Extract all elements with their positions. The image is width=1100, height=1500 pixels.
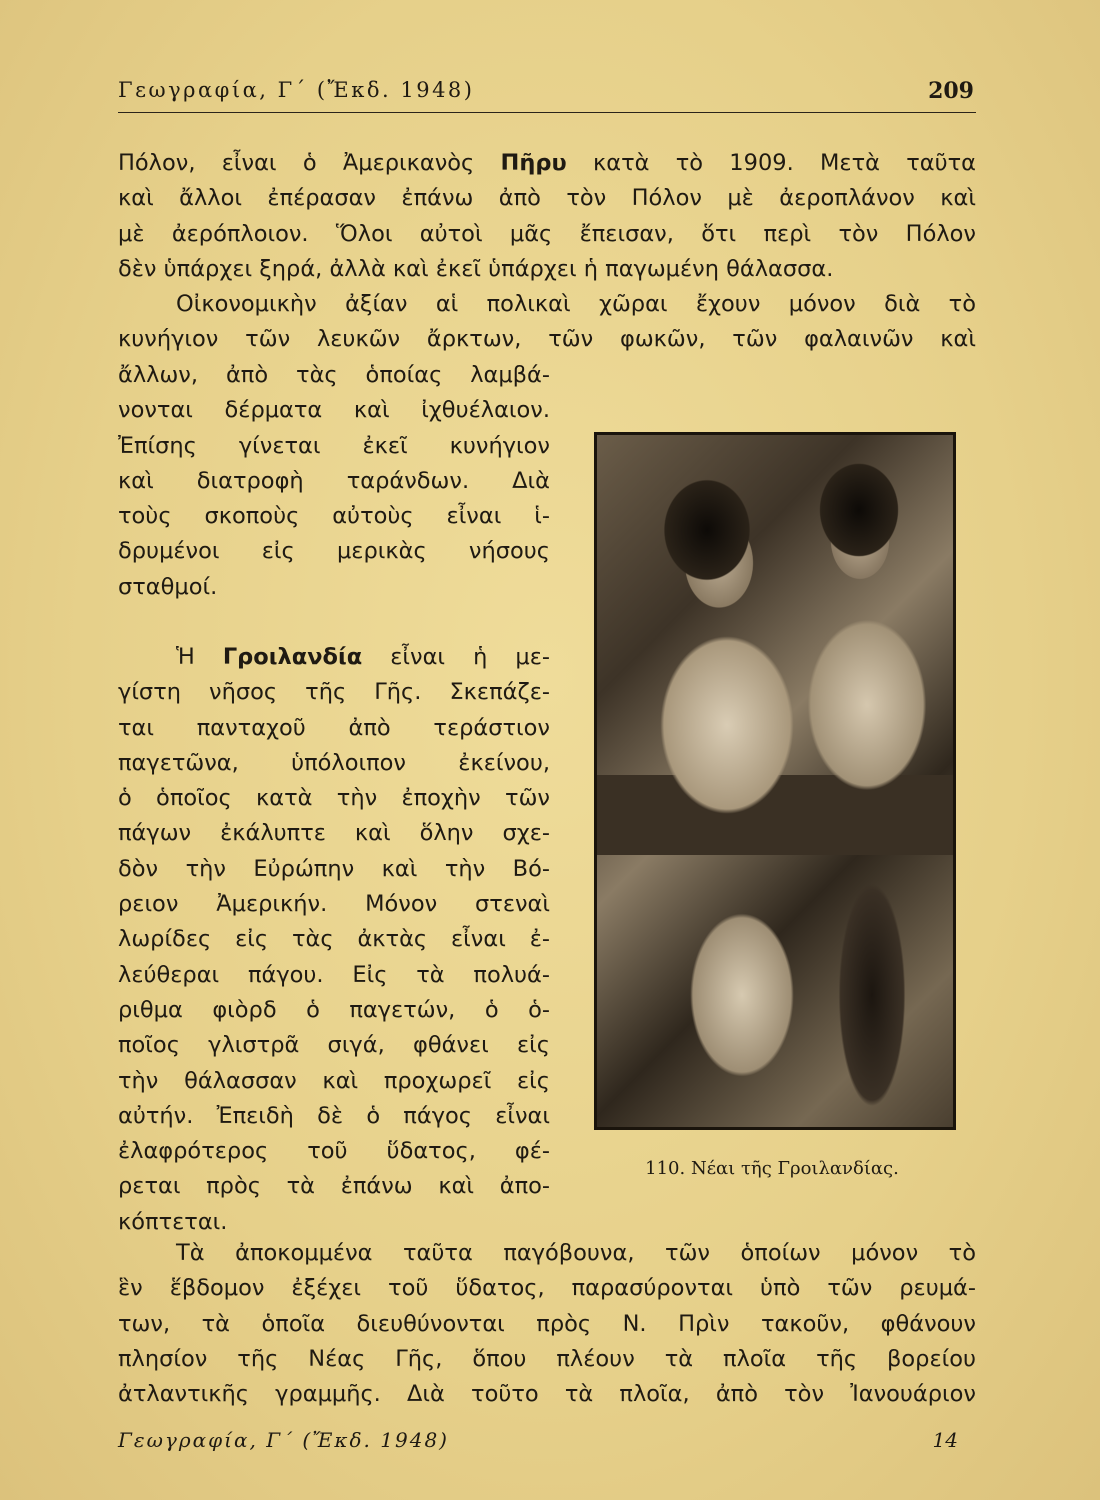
paragraph-greenland bbox=[118, 640, 550, 1240]
text-line: πλησίον τῆς Νέας Γῆς, ὅπου πλέουν τὰ πλοῖα τῆς βορείου bbox=[118, 1345, 976, 1372]
text-line: δρυμένοι εἰς μερικὰς νήσους bbox=[118, 538, 550, 565]
text-line: Πόλον, εἶναι ὁ Ἀμερικανὸς Πῆρυ κατὰ τὸ 1909. Μετὰ ταῦτα bbox=[118, 150, 977, 176]
text-line: πάγων ἐκάλυπτε καὶ ὅλην σχε- bbox=[118, 820, 550, 847]
text-line: κόπτεται. bbox=[118, 1208, 228, 1235]
bold-name-peary: Πῆρυ bbox=[500, 150, 567, 176]
text-line: λεύθεραι πάγου. Εἰς τὰ πολυά- bbox=[118, 961, 550, 988]
text-line: Ἡ Γροιλανδία εἶναι ἡ με- bbox=[176, 644, 550, 670]
bold-term-greenland: Γροιλανδία bbox=[222, 644, 363, 670]
page-number: 209 bbox=[928, 78, 974, 104]
text-line: ρεται πρὸς τὰ ἐπάνω καὶ ἀπο- bbox=[118, 1173, 550, 1200]
text-line: ἓν ἕβδομον ἐξέχει τοῦ ὕδατος, παρασύρονται ὑπὸ τῶν ρευμά- bbox=[118, 1275, 976, 1302]
text-line: γίστη νῆσος τῆς Γῆς. Σκεπάζε- bbox=[118, 679, 550, 706]
text-line: Ἐπίσης γίνεται ἐκεῖ κυνήγιον bbox=[118, 432, 550, 459]
text-line: νονται δέρματα καὶ ἰχθυέλαιον. bbox=[118, 397, 550, 424]
text-line: κυνήγιον τῶν λευκῶν ἄρκτων, τῶν φωκῶν, τῶν φαλαινῶν καὶ bbox=[118, 326, 976, 353]
text-line: παγετῶνα, ὑπόλοιπον ἐκείνου, bbox=[118, 749, 550, 776]
text-line: ται πανταχοῦ ἀπὸ τεράστιον bbox=[118, 714, 550, 741]
text-line: ριθμα φιὸρδ ὁ παγετών, ὁ ὁ- bbox=[118, 996, 550, 1023]
text-line: ἄλλων, ἀπὸ τὰς ὁποίας λαμβά- bbox=[118, 362, 550, 388]
text-line: καὶ διατροφὴ ταράνδων. Διὰ bbox=[118, 467, 550, 494]
paragraph-economic-value bbox=[118, 287, 976, 358]
page-footer bbox=[118, 1428, 958, 1458]
text-line: τὴν θάλασσαν καὶ προχωρεῖ εἰς bbox=[118, 1067, 550, 1094]
text-line: μὲ ἀερόπλοιον. Ὅλοι αὐτοὶ μᾶς ἔπεισαν, ὅτι περὶ τὸν Πόλον bbox=[118, 220, 976, 247]
paragraph-economic-value-column bbox=[118, 358, 550, 605]
text-line: ἀτλαντικῆς γραμμῆς. Διὰ τοῦτο τὰ πλοῖα, ἀπὸ τὸν Ἰανουάριον bbox=[118, 1381, 976, 1408]
text-line: αὐτήν. Ἐπειδὴ δὲ ὁ πάγος εἶναι bbox=[118, 1102, 550, 1129]
running-title: Γεωγραφία, Γ΄ (Ἔκδ. 1948) bbox=[118, 78, 475, 102]
text-line: δὲν ὑπάρχει ξηρά, ἀλλὰ καὶ ἐκεῖ ὑπάρχει ἡ παγωμένη θάλασσα. bbox=[118, 255, 834, 282]
text-line: Τὰ ἀποκομμένα ταῦτα παγόβουνα, τῶν ὁποίων μόνον τὸ bbox=[176, 1240, 976, 1266]
page-header bbox=[118, 78, 976, 113]
text-line: ρειον Ἀμερικήν. Μόνον στεναὶ bbox=[118, 891, 550, 918]
text-line: δὸν τὴν Εὐρώπην καὶ τὴν Βό- bbox=[118, 855, 550, 882]
sheet-number: 14 bbox=[932, 1428, 958, 1452]
text-line: ποῖος γλιστρᾶ σιγά, φθάνει εἰς bbox=[118, 1032, 550, 1059]
text-line: ἐλαφρότερος τοῦ ὕδατος, φέ- bbox=[118, 1138, 550, 1165]
text-line: καὶ ἄλλοι ἐπέρασαν ἐπάνω ἀπὸ τὸν Πόλον μὲ ἀεροπλάνον καὶ bbox=[118, 185, 976, 212]
paragraph-icebergs bbox=[118, 1236, 976, 1412]
greenland-girls-photo bbox=[594, 432, 956, 1130]
text-line: των, τὰ ὁποῖα διευθύνονται πρὸς Ν. Πρὶν τακοῦν, φθάνουν bbox=[118, 1310, 976, 1337]
paragraph-polar-flights bbox=[118, 146, 976, 287]
text-line: τοὺς σκοποὺς αὐτοὺς εἶναι ἱ- bbox=[118, 503, 550, 530]
text-line: λωρίδες εἰς τὰς ἀκτὰς εἶναι ἐ- bbox=[118, 926, 550, 953]
figure-caption: 110. Νέαι τῆς Γροιλανδίας. bbox=[645, 1158, 899, 1179]
text-line: σταθμοί. bbox=[118, 573, 218, 600]
printer-signature: Γεωγραφία, Γ΄ (Ἔκδ. 1948) bbox=[118, 1428, 449, 1452]
text-line: ὁ ὁποῖος κατὰ τὴν ἐποχὴν τῶν bbox=[118, 785, 550, 812]
text-line: Οἰκονομικὴν ἀξίαν αἱ πολικαὶ χῶραι ἔχουν μόνον διὰ τὸ bbox=[176, 291, 976, 317]
